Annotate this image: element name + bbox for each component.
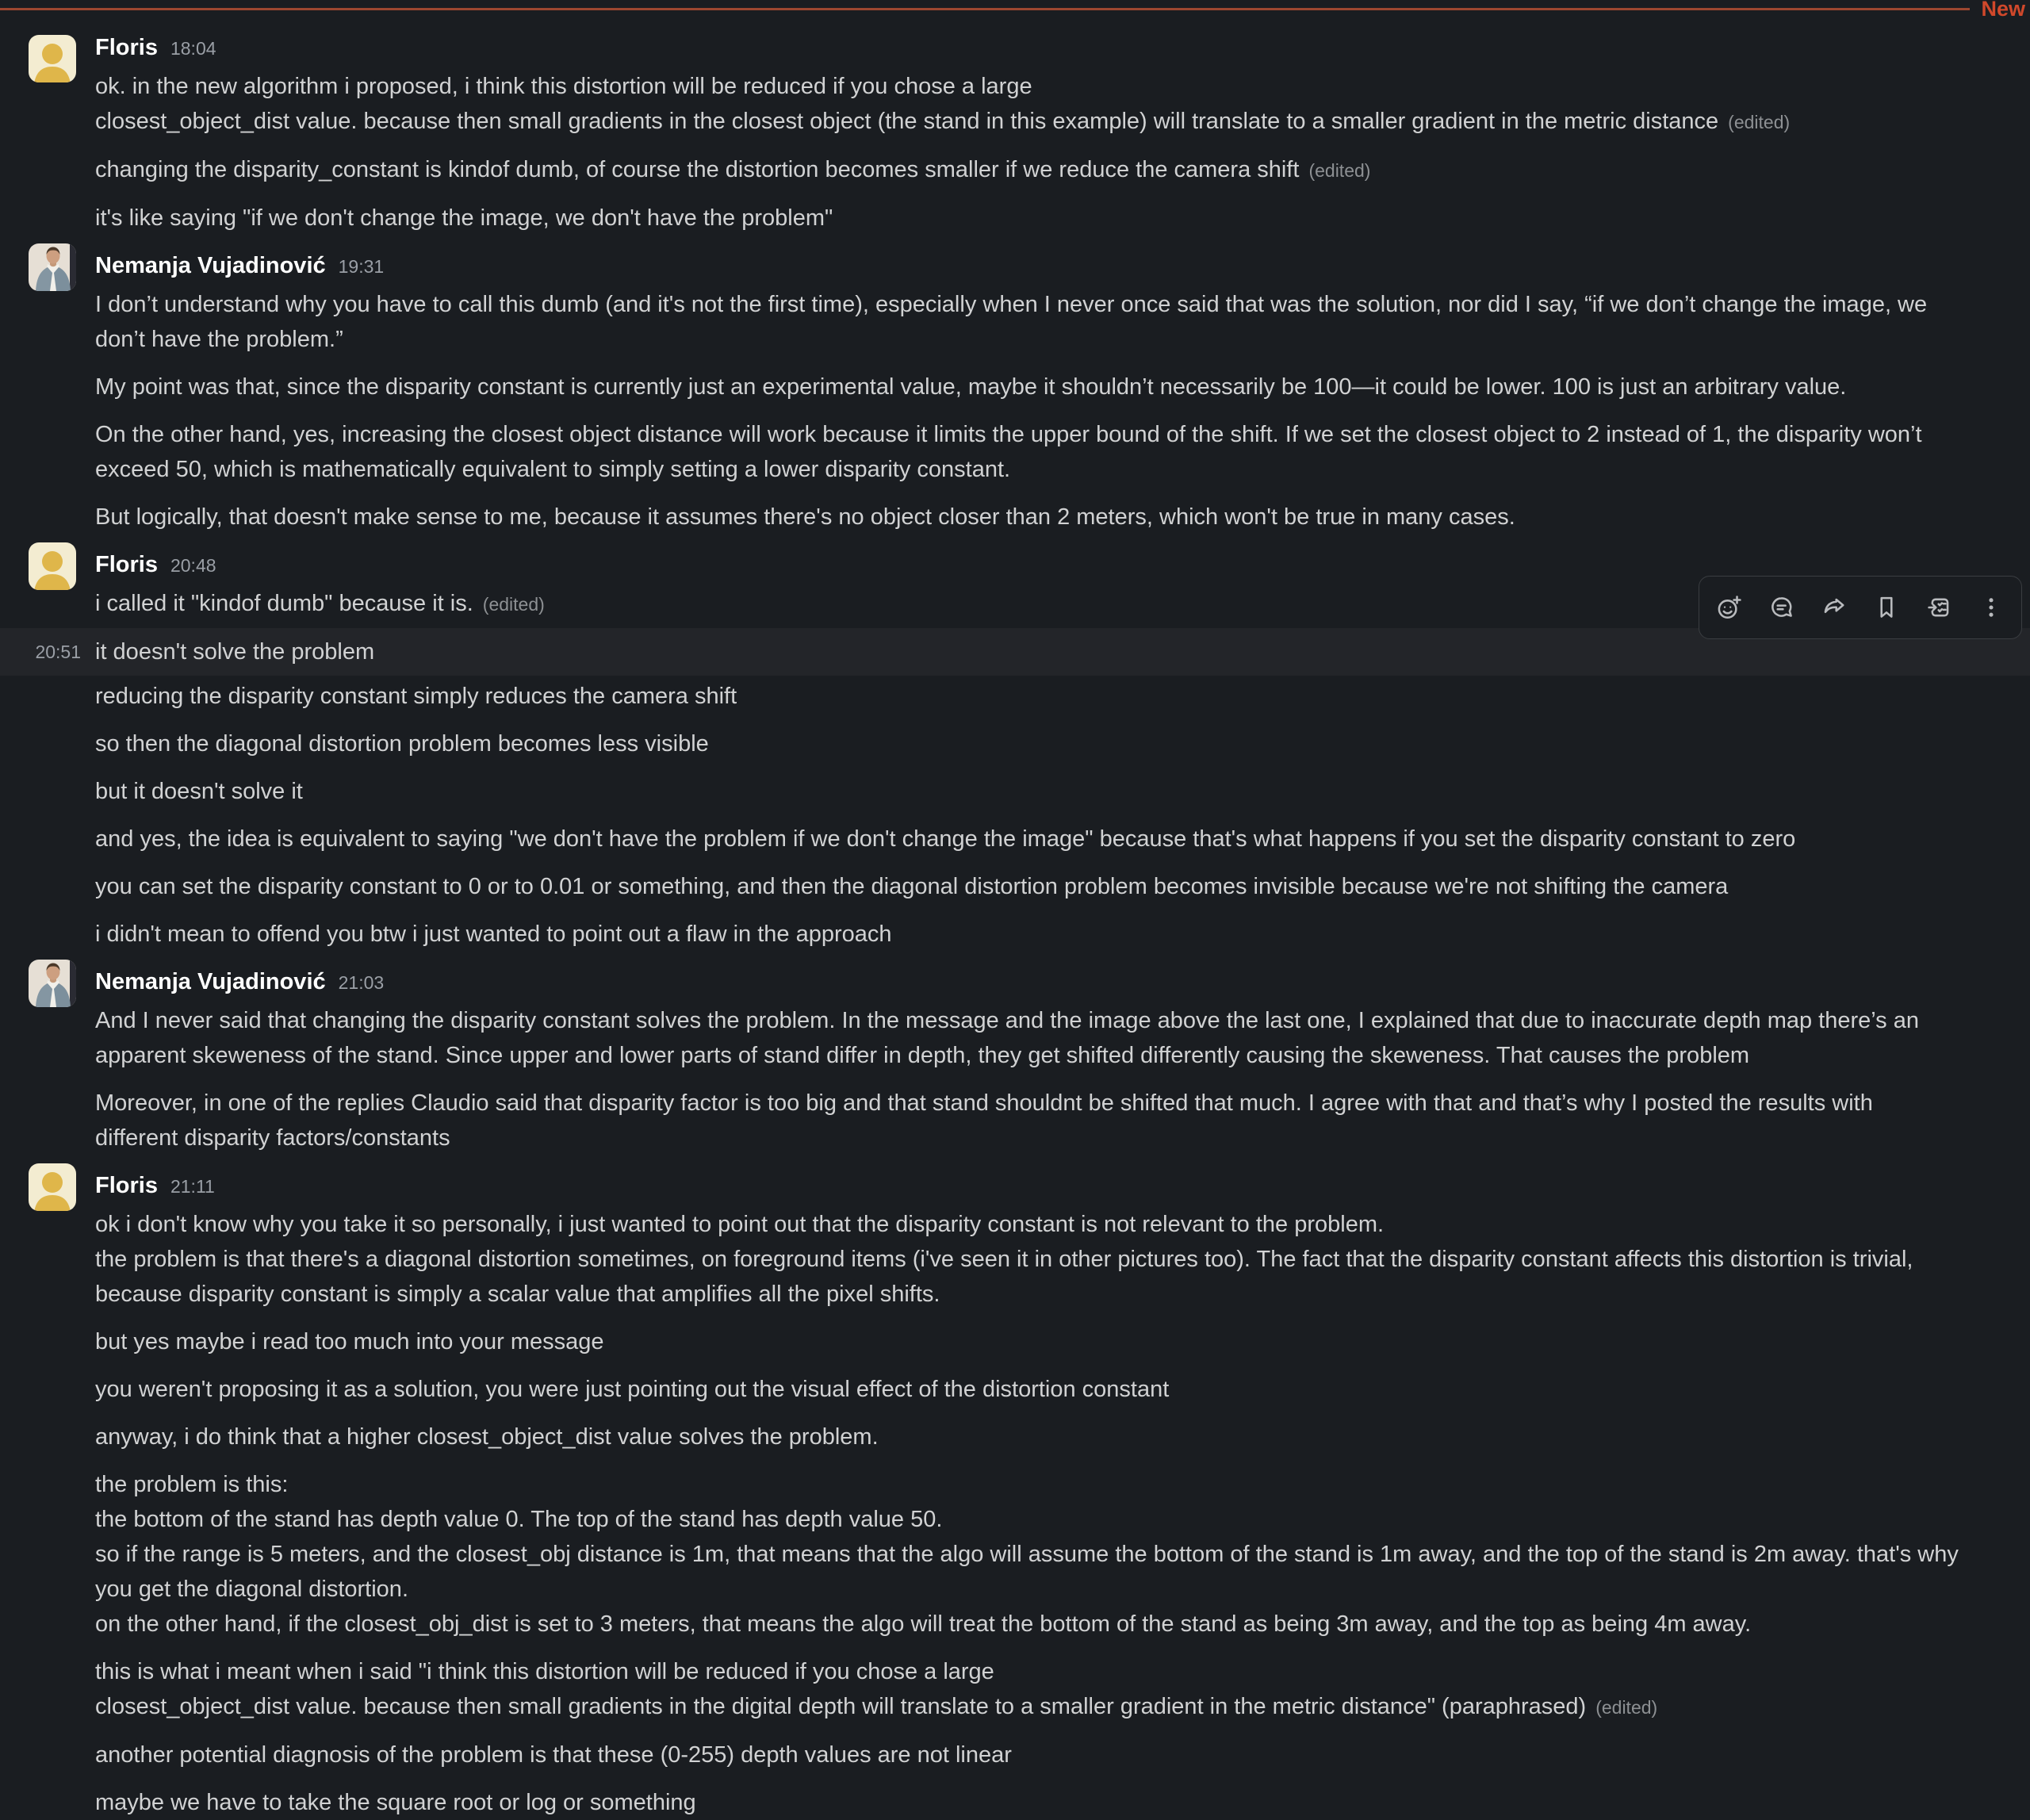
bookmark-icon xyxy=(1873,594,1900,621)
edited-label: (edited) xyxy=(482,594,545,615)
message-text: you can set the disparity constant to 0 or to 0.01 or something, and then the diagonal distortion problem becomes invisible because we're not shifting the camera xyxy=(95,874,1729,899)
message-text: so then the diagonal distortion problem becomes less visible xyxy=(95,731,709,757)
checklist-icon xyxy=(1925,594,1952,621)
message-text: And I never said that changing the disparity constant solves the problem. In the message and the image above the last one, I explained that due to inaccurate depth map there’s an apparent skeweness of the stand. Since upper and lower parts of stand differ in depth, they get shifted differently causing the skeweness. That causes the problem xyxy=(95,1008,1919,1068)
avatar[interactable] xyxy=(29,960,76,1007)
message-header xyxy=(0,248,2030,287)
message-text: reducing the disparity constant simply reduces the camera shift xyxy=(95,684,737,709)
message-text: I don’t understand why you have to call this dumb (and it's not the first time), especially when I never once said that was the solution, nor did I say, “if we don’t change the image, we don’t have the problem.” xyxy=(95,292,1928,352)
unread-label: New xyxy=(1981,0,2025,21)
edited-label: (edited) xyxy=(1595,1697,1658,1718)
avatar[interactable] xyxy=(29,35,76,82)
profile-photo xyxy=(29,243,76,291)
avatar[interactable] xyxy=(29,542,76,590)
profile-photo xyxy=(29,960,76,1007)
edited-label: (edited) xyxy=(1308,160,1371,181)
avatar[interactable] xyxy=(29,1163,76,1211)
save-for-later-button[interactable] xyxy=(1869,590,1904,625)
message-group xyxy=(0,535,2030,952)
message-header xyxy=(0,964,2030,1003)
avatar[interactable] xyxy=(29,243,76,291)
author-name[interactable]: Floris xyxy=(95,1173,158,1198)
message-header xyxy=(0,1168,2030,1207)
message-text: but it doesn't solve it xyxy=(95,779,303,804)
message-timestamp[interactable]: 18:04 xyxy=(170,38,216,59)
share-arrow-icon xyxy=(1821,594,1848,621)
message-text: anyway, i do think that a higher closest_object_dist value solves the problem. xyxy=(95,1424,879,1450)
message-text: But logically, that doesn't make sense to me, because it assumes there's no object closer than 2 meters, which won't be true in many cases. xyxy=(95,504,1515,530)
author-name[interactable]: Floris xyxy=(95,35,158,60)
message-timestamp[interactable]: 19:31 xyxy=(338,256,385,277)
message-text: On the other hand, yes, increasing the closest object distance will work because it limits the upper bound of the shift. If we set the closest object to 2 instead of 1, the disparity won’t exceed 50, which is mathematically equivalent to simply setting a lower disparity constant. xyxy=(95,422,1922,482)
message-timestamp[interactable]: 20:48 xyxy=(170,555,216,576)
emoji-plus-icon xyxy=(1716,594,1743,621)
message-text: i didn't mean to offend you btw i just wanted to point out a flaw in the approach xyxy=(95,921,892,947)
message-text: ok. in the new algorithm i proposed, i think this distortion will be reduced if you chose a large closest_object_dist value. because then small gradients in the closest object (the stand in this example) will translate to a smaller gradient in the metric distance (edited) xyxy=(95,74,1791,134)
default-person-icon xyxy=(29,542,76,590)
author-name[interactable]: Nemanja Vujadinović xyxy=(95,253,326,278)
edited-label: (edited) xyxy=(1728,112,1791,132)
message-text: another potential diagnosis of the problem is that these (0-255) depth values are not linear xyxy=(95,1742,1012,1768)
message-text: but yes maybe i read too much into your message xyxy=(95,1329,604,1354)
kebab-icon xyxy=(1978,594,2005,621)
message-header xyxy=(0,30,2030,69)
message-timestamp[interactable]: 21:11 xyxy=(170,1176,215,1197)
message-actions-toolbar xyxy=(1699,576,2022,639)
default-person-icon xyxy=(29,35,76,82)
message-group xyxy=(0,952,2030,1155)
more-actions-button[interactable] xyxy=(1974,590,2009,625)
unread-divider xyxy=(0,0,2030,21)
forward-button[interactable] xyxy=(1817,590,1852,625)
message-text: i called it "kindof dumb" because it is. (edited) xyxy=(95,591,545,616)
message-text: it's like saying "if we don't change the image, we don't have the problem" xyxy=(95,205,833,231)
message-text: ok i don't know why you take it so personally, i just wanted to point out that the disparity constant is not relevant to the problem. the problem is that there's a diagonal distortion sometimes, on foreground items (i've seen it in other pictures too). The fact that the disparity constant affects this distortion is trivial, because disparity constant is simply a scalar value that amplifies all the pixel shifts. xyxy=(95,1212,1913,1307)
message-text: changing the disparity_constant is kindof dumb, of course the distortion becomes smaller if we reduce the camera shift (edited) xyxy=(95,157,1371,182)
add-reaction-button[interactable] xyxy=(1712,590,1747,625)
thread-bubble-icon xyxy=(1768,594,1795,621)
add-to-list-button[interactable] xyxy=(1921,590,1956,625)
default-person-icon xyxy=(29,1163,76,1211)
message-text: and yes, the idea is equivalent to saying "we don't have the problem if we don't change the image" because that's what happens if you set the disparity constant to zero xyxy=(95,826,1796,852)
message-group xyxy=(0,1155,2030,1820)
message-text: this is what i meant when i said "i think this distortion will be reduced if you chose a large closest_object_dist value. because then small gradients in the digital depth will translate to a smaller gradient in the metric distance" (paraphrased) (edited) xyxy=(95,1659,1658,1719)
message-text: you weren't proposing it as a solution, you were just pointing out the visual effect of the distortion constant xyxy=(95,1377,1170,1402)
message-row-hovered: 20:51 it doesn't solve the problem xyxy=(0,628,2030,676)
author-name[interactable]: Floris xyxy=(95,552,158,577)
message-timestamp[interactable]: 20:51 xyxy=(35,642,81,662)
message-group xyxy=(0,236,2030,535)
message-group xyxy=(0,11,2030,236)
unread-divider-line xyxy=(0,8,1970,10)
message-text: the problem is this: the bottom of the stand has depth value 0. The top of the stand has depth value 50. so if the range is 5 meters, and the closest_obj distance is 1m, that means that the algo will assume the bottom of the stand is 1m away, and the top of the stand is 2m away. that's why you get the diagonal distortion. on the other hand, if the closest_obj_dist is set to 3 meters, that means the algo will treat the bottom of the stand as being 3m away, and the top as being 4m away. xyxy=(95,1472,1959,1637)
reply-thread-button[interactable] xyxy=(1764,590,1799,625)
message-text: My point was that, since the disparity constant is currently just an experimental value, maybe it shouldn’t necessarily be 100—it could be lower. 100 is just an arbitrary value. xyxy=(95,374,1847,400)
message-text: Moreover, in one of the replies Claudio said that disparity factor is too big and that stand shouldnt be shifted that much. I agree with that and that’s why I posted the results with different disparity factors/constants xyxy=(95,1090,1873,1151)
message-timestamp[interactable]: 21:03 xyxy=(338,972,385,993)
message-text: maybe we have to take the square root or log or something xyxy=(95,1790,696,1815)
author-name[interactable]: Nemanja Vujadinović xyxy=(95,969,326,994)
